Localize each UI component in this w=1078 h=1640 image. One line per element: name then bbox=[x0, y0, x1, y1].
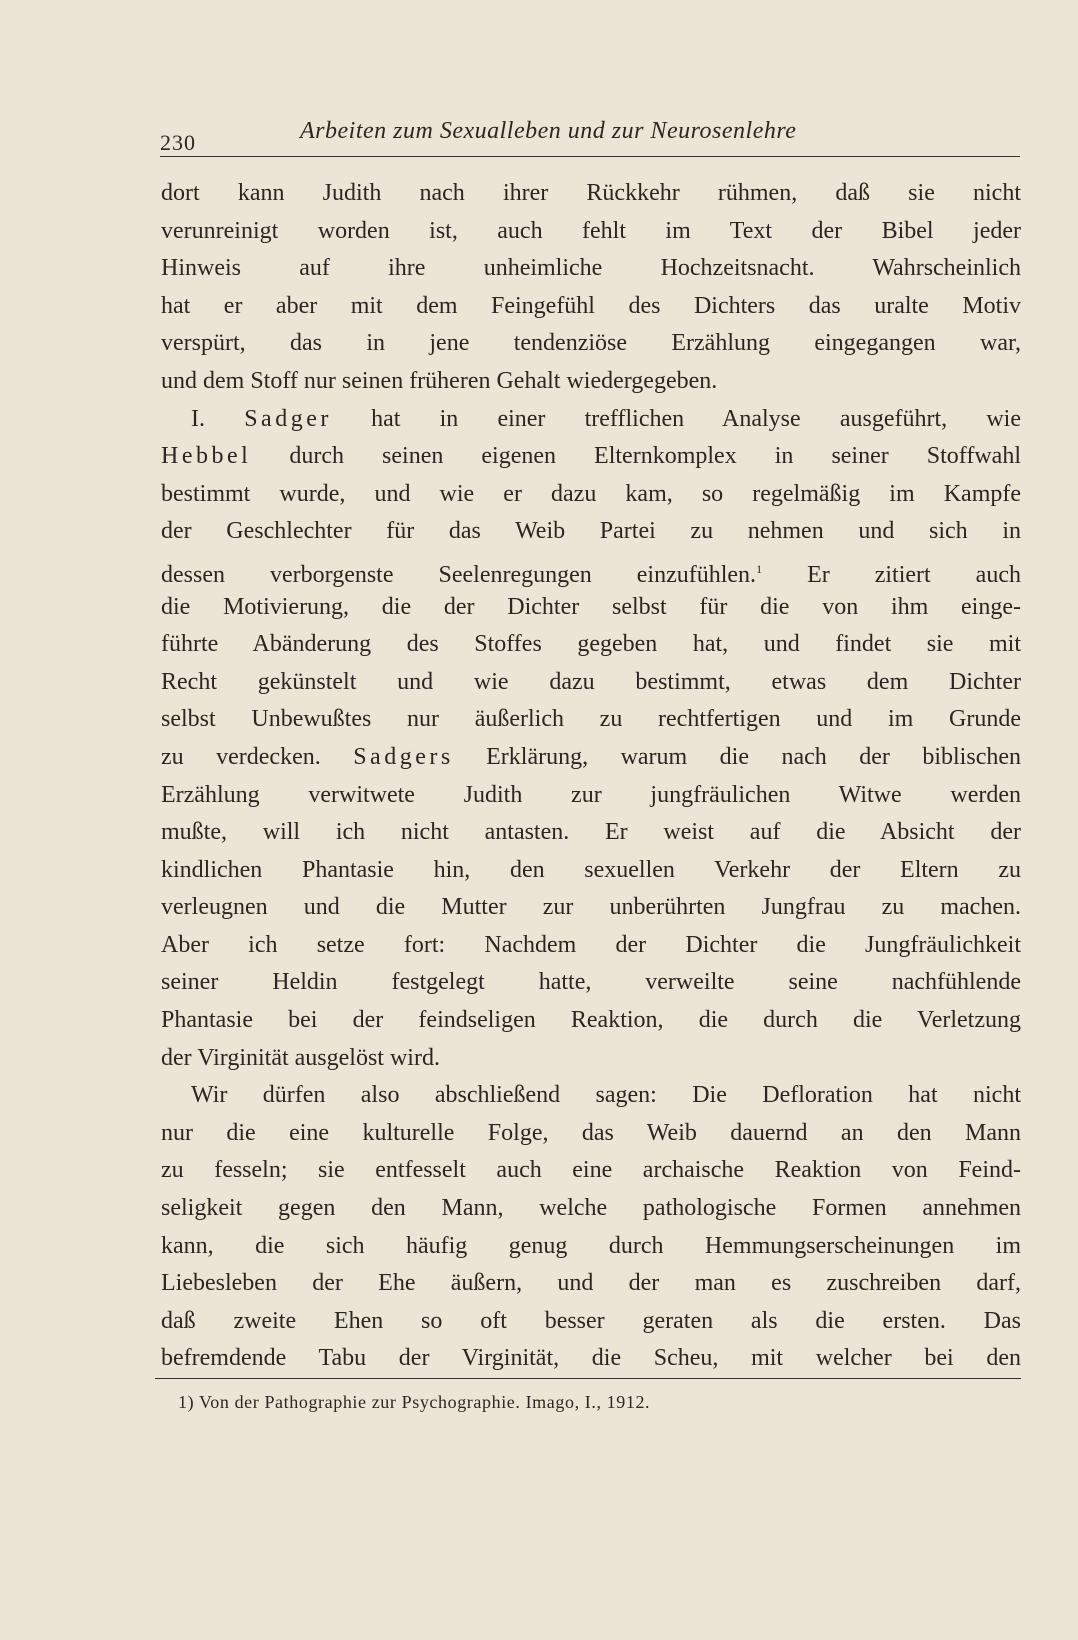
text-segment: durch seinen eigenen Elternkomplex in seiner Stoffwahl bbox=[289, 443, 1022, 470]
author-name-sadgers: Sadgers bbox=[353, 743, 454, 770]
text-line: Aber ich setze fort: Nachdem der Dichter die Jungfräulichkeit bbox=[161, 931, 1021, 958]
text-line: der Virginität ausgelöst wird. bbox=[161, 1044, 440, 1071]
text-line: Recht gekünstelt und wie dazu bestimmt, etwas dem Dichter bbox=[161, 668, 1021, 695]
header-rule bbox=[160, 156, 1020, 157]
text-line: nur die eine kulturelle Folge, das Weib dauernd an den Mann bbox=[161, 1119, 1021, 1146]
footnote-rule bbox=[155, 1378, 1021, 1379]
text-segment: zu verdecken. bbox=[161, 743, 321, 770]
footnote bbox=[178, 1392, 650, 1413]
footnote-text: Von der Pathographie zur Psychographie. Imago, I., 1912. bbox=[198, 1392, 651, 1412]
text-line: Phantasie bei der feindseligen Reaktion, die durch die Verletzung bbox=[161, 1007, 1021, 1034]
text-line: seiner Heldin festgelegt hatte, verweilte seine nachfühlende bbox=[161, 969, 1021, 996]
text-line: dort kann Judith nach ihrer Rückkehr rühmen, daß sie nicht bbox=[161, 180, 1021, 206]
text-line: der Geschlechter für das Weib Partei zu nehmen und sich in bbox=[161, 518, 1021, 545]
text-line: zu fesseln; sie entfesselt auch eine archaische Reaktion von Feind- bbox=[161, 1157, 1021, 1184]
initial: I. bbox=[191, 405, 205, 432]
text-line: Hinweis auf ihre unheimliche Hochzeitsnacht. Wahrscheinlich bbox=[161, 255, 1021, 282]
author-name-sadger: Sadger bbox=[244, 405, 332, 432]
footnote-marker: 1) bbox=[178, 1392, 195, 1412]
text-line: Liebesleben der Ehe äußern, und der man es zuschreiben darf, bbox=[161, 1270, 1021, 1297]
text-line: führte Abänderung des Stoffes gegeben hat, und findet sie mit bbox=[161, 631, 1021, 658]
text-line: bestimmt wurde, und wie er dazu kam, so regelmäßig im Kampfe bbox=[161, 480, 1021, 507]
text-line: und dem Stoff nur seinen früheren Gehalt wiedergegeben. bbox=[161, 367, 718, 394]
text-segment: Erklärung, warum die nach der biblischen bbox=[486, 743, 1021, 770]
text-line: hat er aber mit dem Feingefühl des Dichters das uralte Motiv bbox=[161, 292, 1021, 319]
text-line: Wir dürfen also abschließend sagen: Die Defloration hat nicht bbox=[191, 1082, 1021, 1109]
text-segment: Er zitiert auch bbox=[807, 561, 1021, 588]
text-line bbox=[161, 438, 1021, 476]
text-line: kindlichen Phantasie hin, den sexuellen Verkehr der Eltern zu bbox=[161, 856, 1021, 883]
text-line: verunreinigt worden ist, auch fehlt im Text der Bibel jeder bbox=[161, 217, 1021, 244]
text-line: befremdende Tabu der Virginität, die Scheu, mit welcher bei den bbox=[161, 1345, 1021, 1372]
text-line bbox=[161, 551, 1021, 589]
text-line: daß zweite Ehen so oft besser geraten als die ersten. Das bbox=[161, 1307, 1021, 1334]
running-title: Arbeiten zum Sexualleben und zur Neurosenlehre bbox=[300, 118, 797, 144]
text-line: seligkeit gegen den Mann, welche pathologische Formen annehmen bbox=[161, 1195, 1021, 1222]
body-text bbox=[161, 175, 1021, 1378]
text-line: verleugnen und die Mutter zur unberührten Jungfrau zu machen. bbox=[161, 894, 1021, 921]
text-line: selbst Unbewußtes nur äußerlich zu rechtfertigen und im Grunde bbox=[161, 706, 1021, 733]
text-line: Erzählung verwitwete Judith zur jungfräulichen Witwe werden bbox=[161, 781, 1021, 808]
text-line bbox=[161, 401, 1021, 439]
page-number: 230 bbox=[160, 130, 196, 155]
text-line: verspürt, das in jene tendenziöse Erzählung eingegangen war, bbox=[161, 330, 1021, 357]
text-segment: hat in einer trefflichen Analyse ausgeführt, wie bbox=[371, 405, 1021, 432]
text-line: die Motivierung, die der Dichter selbst für die von ihm einge- bbox=[161, 593, 1021, 620]
author-name-hebbel: Hebbel bbox=[161, 443, 252, 470]
text-line: mußte, will ich nicht antasten. Er weist auf die Absicht der bbox=[161, 819, 1021, 846]
text-line bbox=[161, 739, 1021, 777]
footnote-reference[interactable]: 1 bbox=[756, 561, 763, 576]
text-line: kann, die sich häufig genug durch Hemmungserscheinungen im bbox=[161, 1232, 1021, 1259]
text-segment: dessen verborgenste Seelenregungen einzufühlen. bbox=[161, 561, 757, 588]
page-header bbox=[160, 118, 1020, 155]
